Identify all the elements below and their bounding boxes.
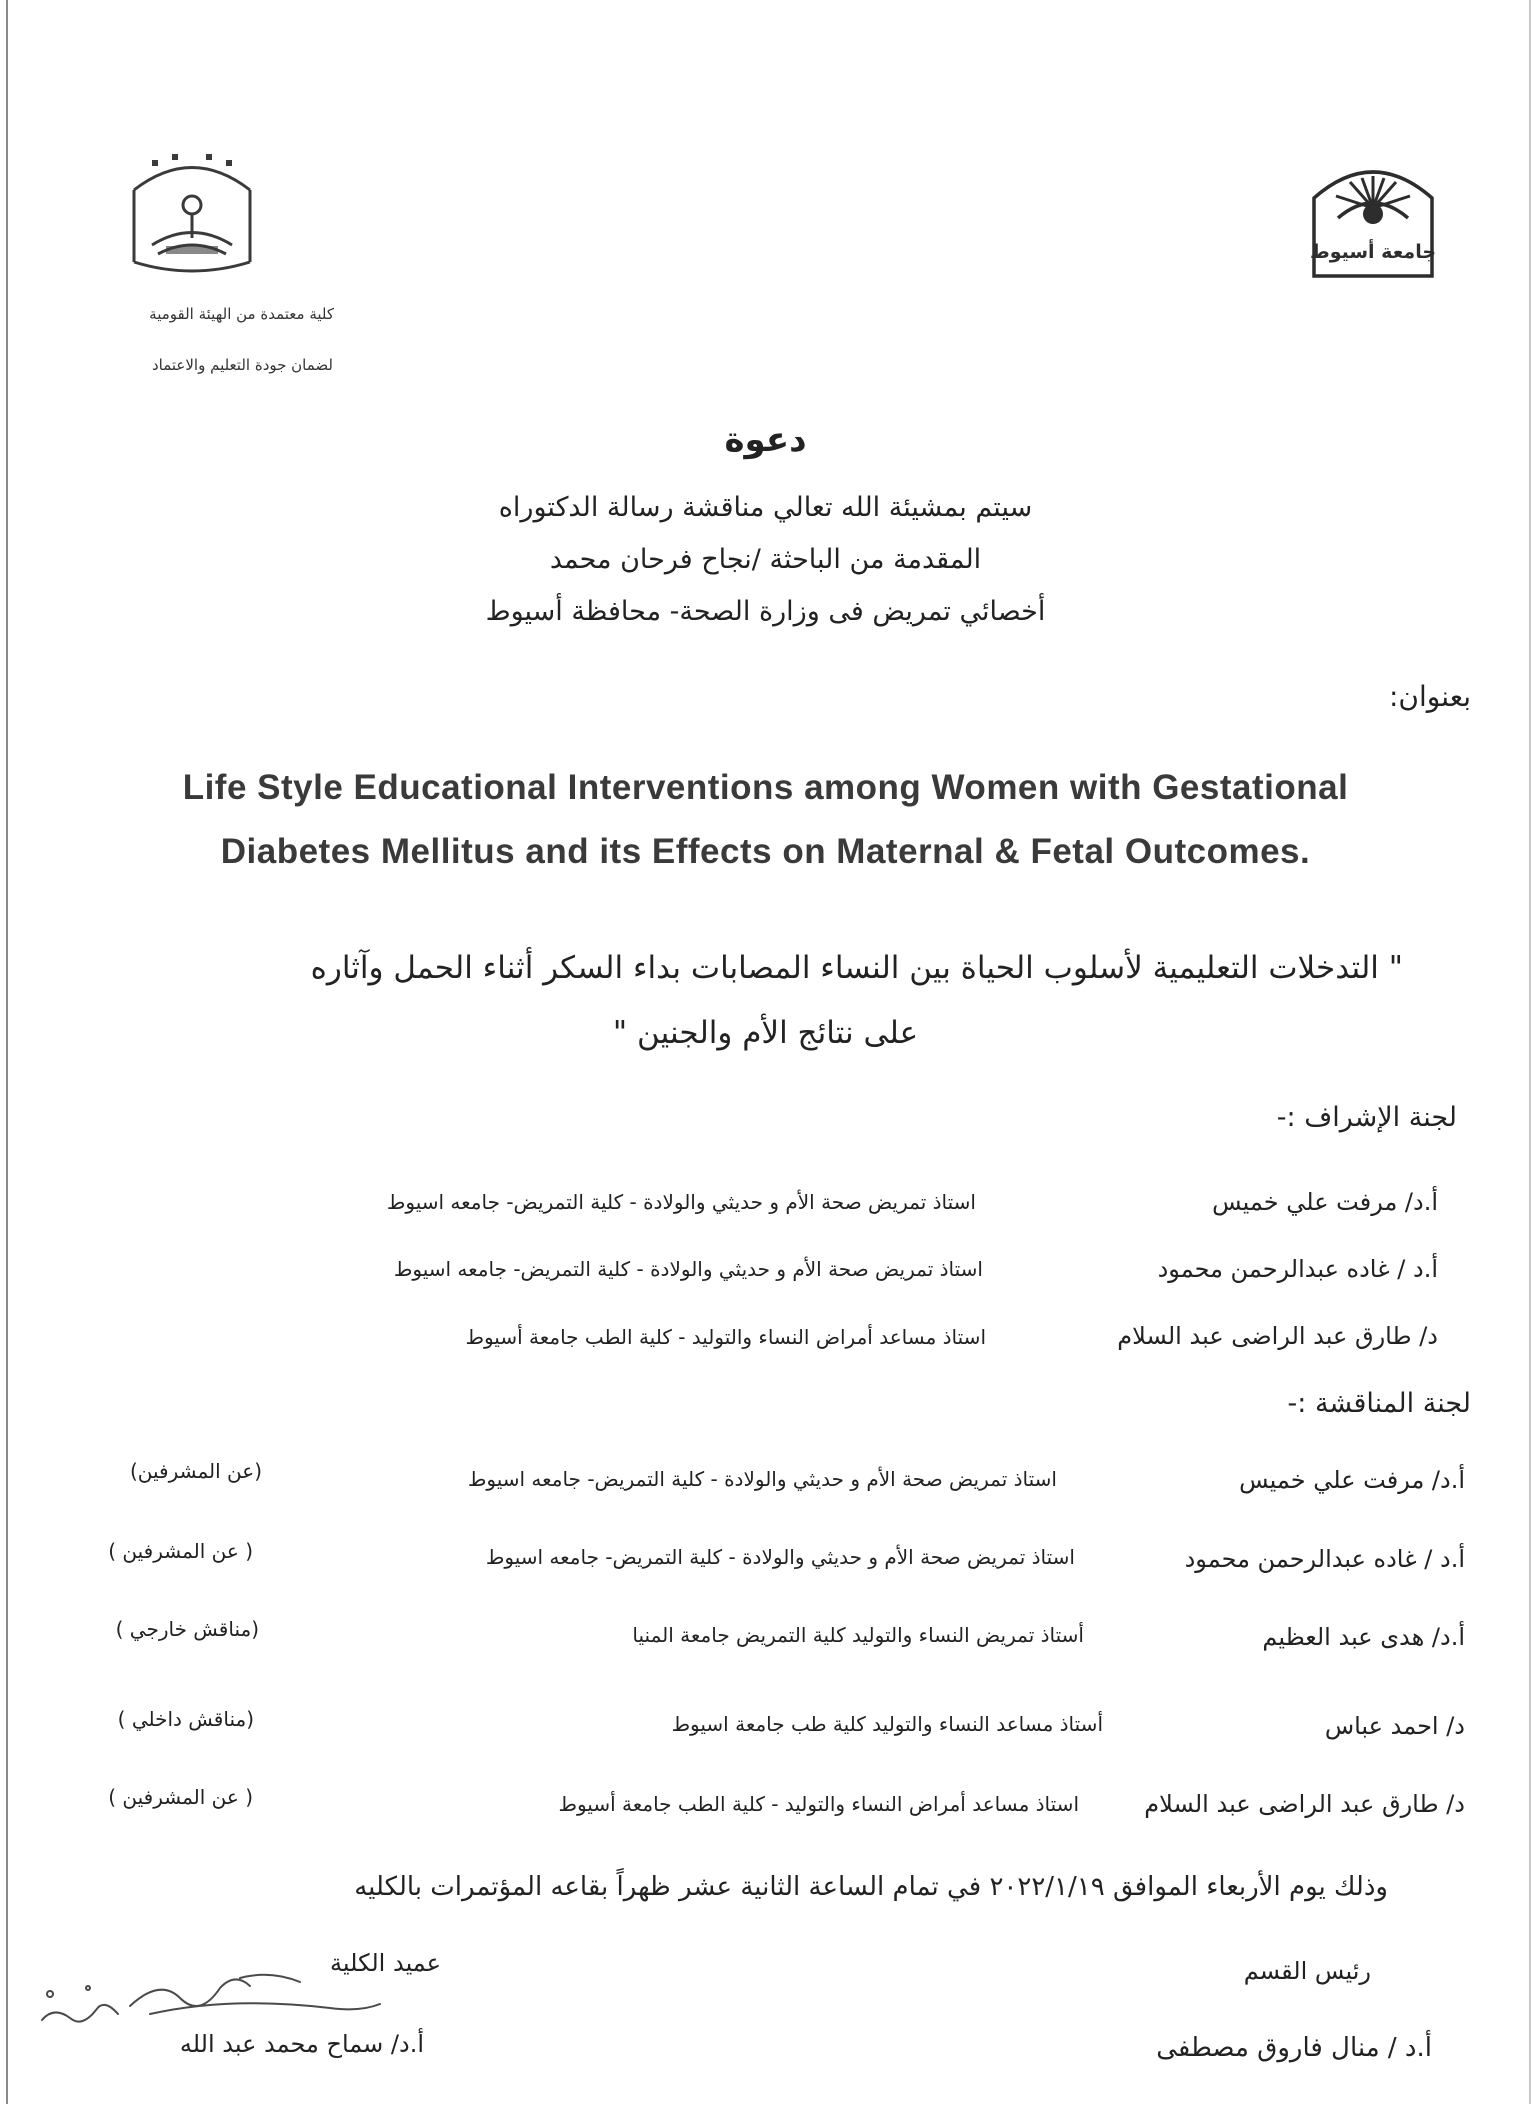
examination-member-5-note: ( عن المشرفين ) (108, 1785, 253, 1809)
thesis-arabic-title-line-2: على نتائج الأم والجنين " (612, 1015, 919, 1051)
invitation-line-1: سيتم بمشيئة الله تعالي مناقشة رسالة الدكتوراه (498, 492, 1033, 523)
supervision-member-3-role: استاذ مساعد أمراض النساء والتوليد - كلية الطب جامعة أسيوط (465, 1325, 986, 1349)
examination-member-1-note: (عن المشرفين) (129, 1459, 262, 1483)
invitation-title: دعوة (724, 420, 807, 460)
dean-title: عميد الكلية (330, 1949, 441, 1977)
examination-member-4-role: أستاذ مساعد النساء والتوليد كلية طب جامعة اسيوط (671, 1712, 1103, 1736)
schedule-line: وذلك يوم الأربعاء الموافق ٢٠٢٢/١/١٩ في تمام الساعة الثانية عشر ظهراً بقاعه المؤتمرات بالكليه (354, 1872, 1388, 1902)
supervision-member-1-role: استاذ تمريض صحة الأم و حديثي والولادة - كلية التمريض- جامعه اسيوط (386, 1190, 976, 1214)
examination-member-1-name: أ.د/ مرفت علي خميس (1239, 1466, 1465, 1494)
accreditation-line-1: كلية معتمدة من الهيئة القومية (149, 305, 334, 323)
examination-member-3-note: (مناقش خارجي ) (115, 1617, 259, 1641)
examination-member-2-note: ( عن المشرفين ) (108, 1539, 253, 1563)
dean-name: أ.د/ سماح محمد عبد الله (179, 2030, 424, 2058)
examination-member-5-name: د/ طارق عبد الراضى عبد السلام (1144, 1790, 1465, 1818)
examination-member-1-role: استاذ تمريض صحة الأم و حديثي والولادة - كلية التمريض- جامعه اسيوط (467, 1467, 1057, 1491)
thesis-english-title-line-2: Diabetes Mellitus and its Effects on Maternal & Fetal Outcomes. (220, 832, 1311, 871)
examination-member-2-role: استاذ تمريض صحة الأم و حديثي والولادة - كلية التمريض- جامعه اسيوط (485, 1545, 1075, 1569)
invitation-line-3: أخصائي تمريض فى وزارة الصحة- محافظة أسيوط (485, 596, 1046, 627)
svg-text:جامعة أسيوط: جامعة أسيوط (1309, 241, 1437, 263)
examination-member-3-role: أستاذ تمريض النساء والتوليد كلية التمريض جامعة المنيا (632, 1623, 1084, 1647)
examination-member-5-role: استاذ مساعد أمراض النساء والتوليد - كلية الطب جامعة أسيوط (558, 1792, 1079, 1816)
handwritten-signature-icon (30, 1968, 390, 2038)
nursing-faculty-seal-icon (122, 150, 262, 280)
supervision-member-2-role: استاذ تمريض صحة الأم و حديثي والولادة - كلية التمريض- جامعه اسيوط (393, 1257, 983, 1281)
examination-member-4-name: د/ احمد عباس (1324, 1712, 1465, 1740)
examination-heading: لجنة المناقشة :- (1287, 1388, 1471, 1419)
supervision-heading: لجنة الإشراف :- (1276, 1102, 1457, 1133)
examination-member-3-name: أ.د/ هدى عبد العظيم (1262, 1623, 1465, 1651)
accreditation-line-2: لضمان جودة التعليم والاعتماد (151, 356, 333, 374)
supervision-member-1-name: أ.د/ مرفت علي خميس (1212, 1188, 1438, 1216)
invitation-line-2: المقدمة من الباحثة /نجاح فرحان محمد (549, 544, 982, 575)
examination-member-4-note: (مناقش داخلي ) (117, 1707, 254, 1731)
thesis-label: بعنوان: (1389, 680, 1471, 713)
dept-head-title: رئيس القسم (1243, 1957, 1371, 1985)
examination-member-2-name: أ.د / غاده عبدالرحمن محمود (1184, 1545, 1465, 1573)
dept-head-name: أ.د / منال فاروق مصطفى (1156, 2033, 1432, 2063)
thesis-english-title-line-1: Life Style Educational Interventions among Women with Gestational (182, 768, 1349, 807)
assiut-university-logo-icon (1308, 158, 1438, 280)
supervision-member-2-name: أ.د / غاده عبدالرحمن محمود (1157, 1255, 1438, 1283)
thesis-arabic-title-line-1: " التدخلات التعليمية لأسلوب الحياة بين النساء المصابات بداء السكر أثناء الحمل وآثاره (310, 950, 1403, 986)
page-edge-left (6, 0, 8, 2104)
supervision-member-3-name: د/ طارق عبد الراضى عبد السلام (1117, 1322, 1438, 1350)
